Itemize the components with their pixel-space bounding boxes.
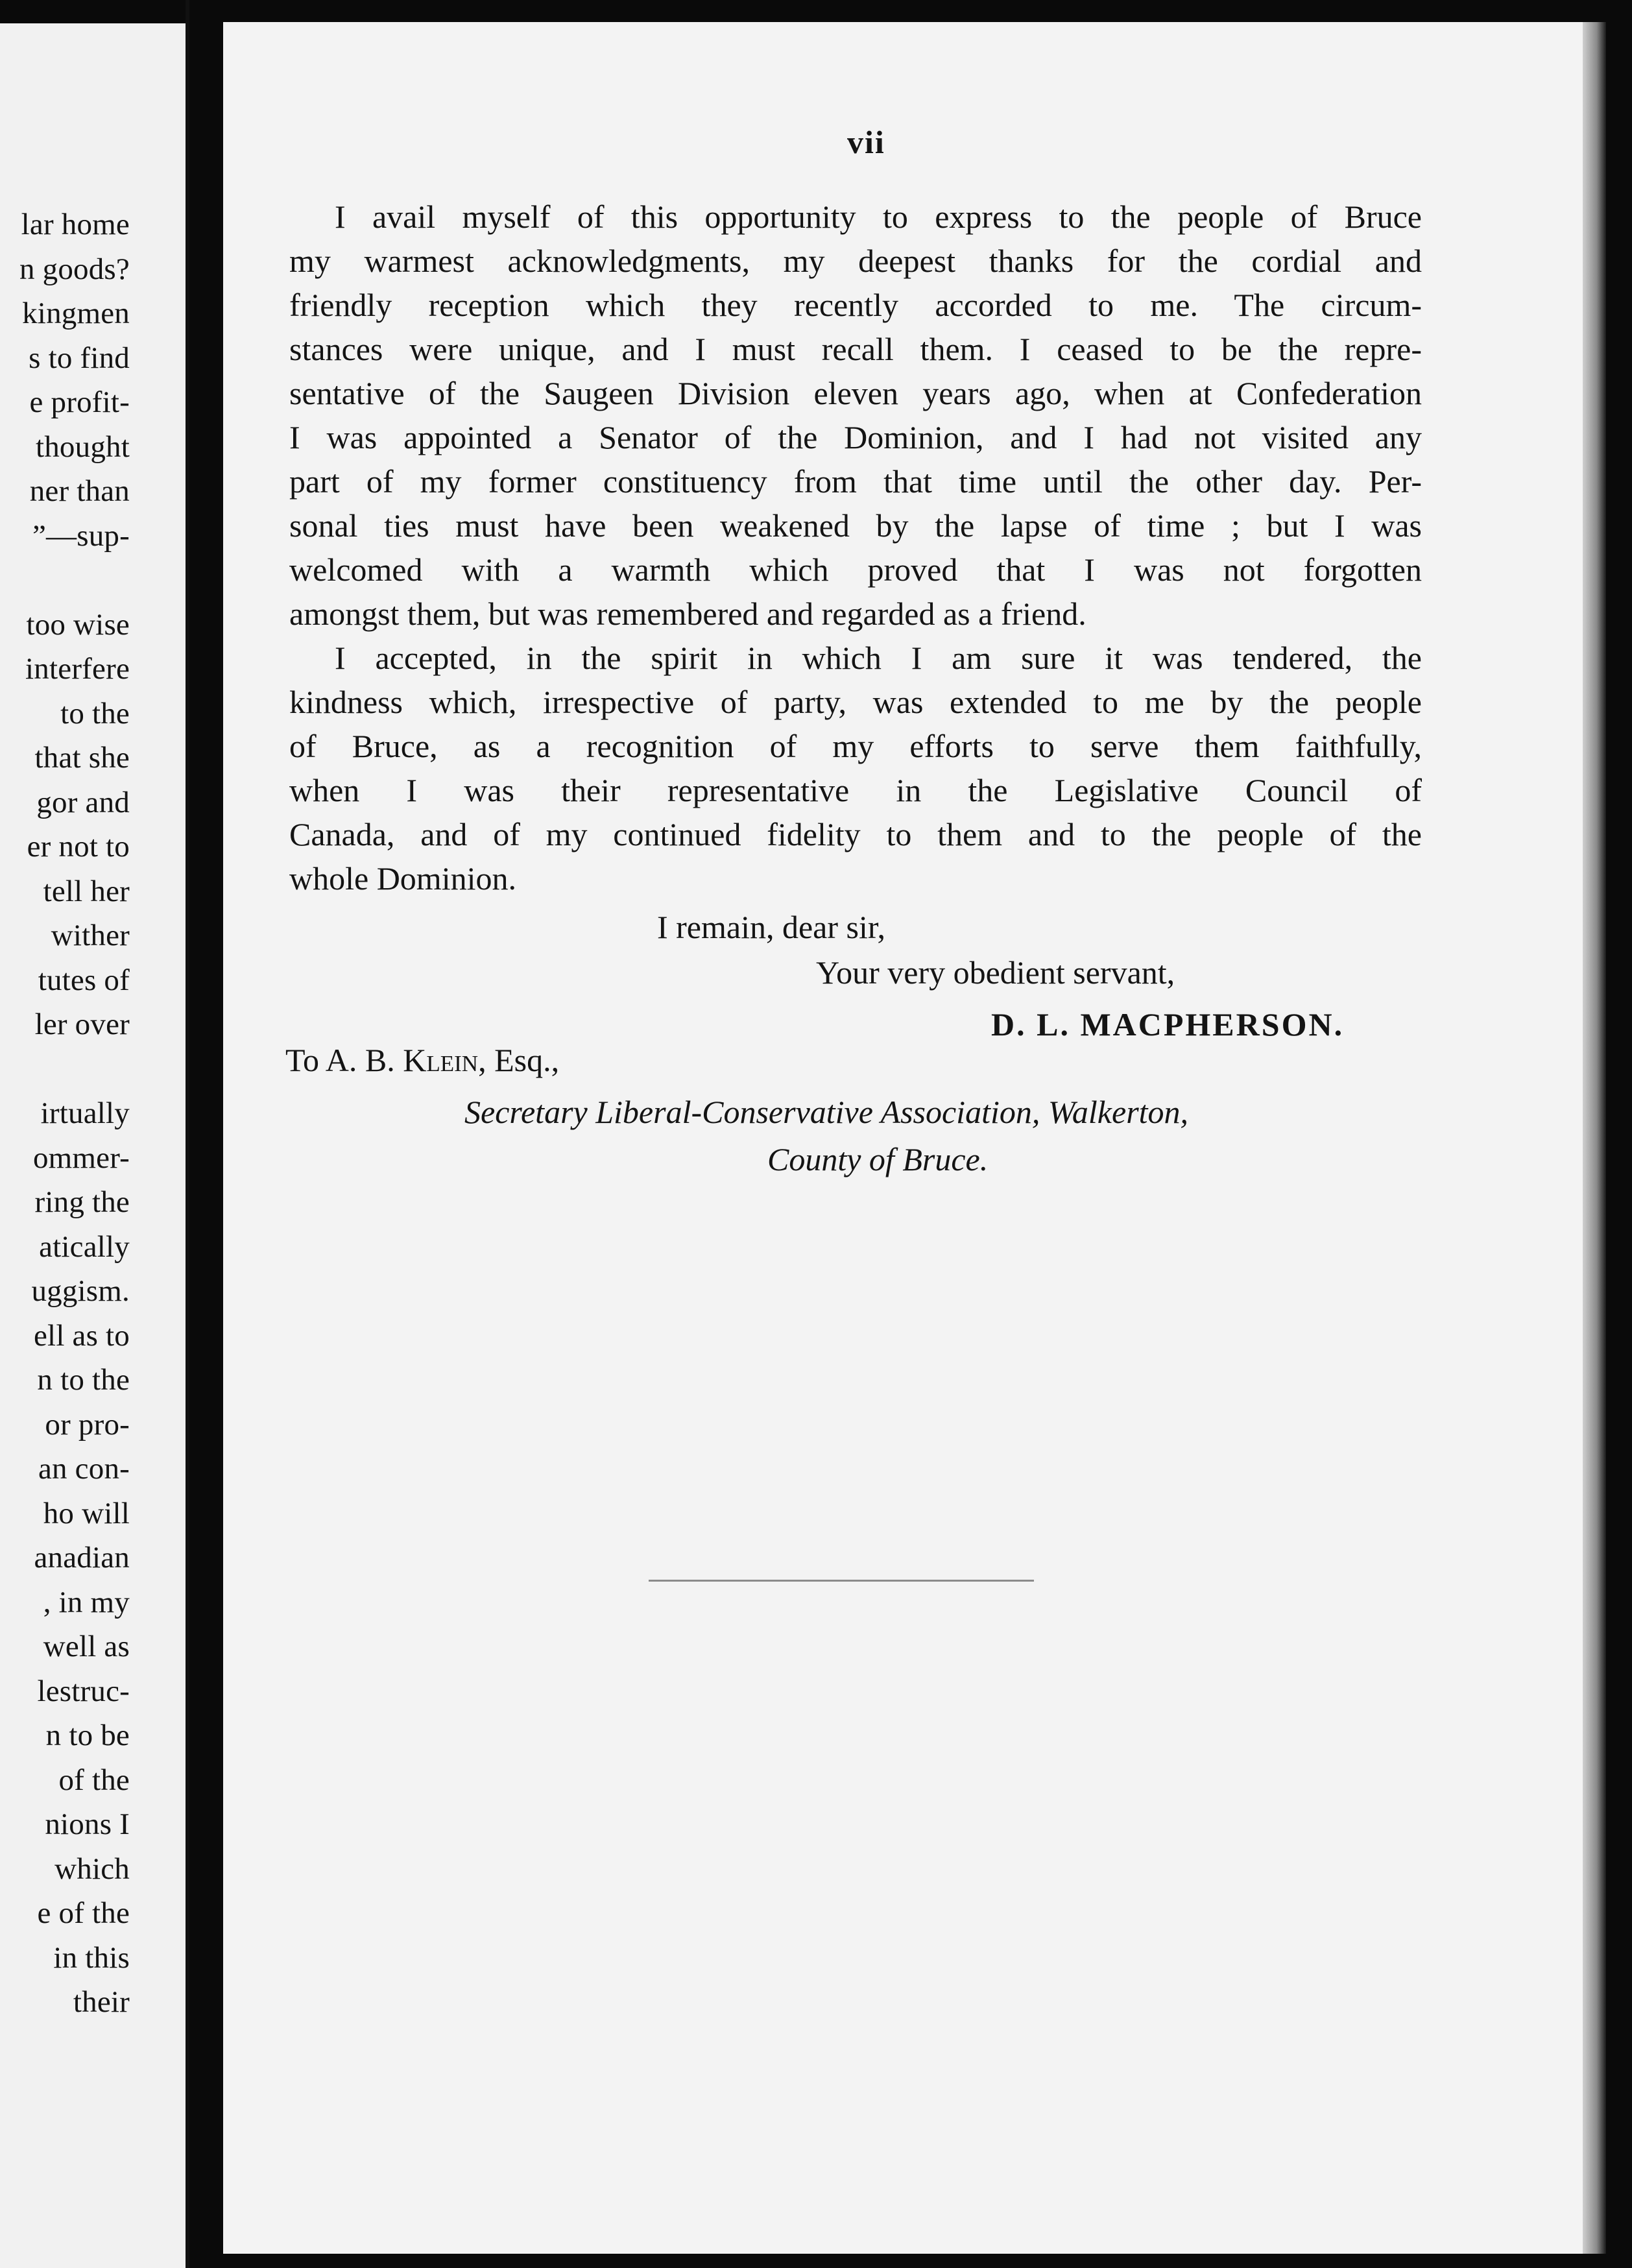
left-page-line: n to the: [37, 1363, 130, 1397]
paragraph2-line: kindness which, irrespective of party, was extended to me by the people: [289, 684, 1422, 720]
paragraph2-line: whole Dominion.: [289, 860, 516, 897]
section-rule: [649, 1580, 1034, 1582]
paragraph2-line: Canada, and of my continued fidelity to them and to the people of the: [289, 816, 1422, 852]
left-page-line: ell as to: [34, 1318, 130, 1353]
page-edge-shadow: [1583, 22, 1606, 2254]
addressee-title: Secretary Liberal-Conservative Association, Walkerton,: [464, 1094, 1189, 1130]
left-page-line: ring the: [34, 1185, 130, 1219]
left-page-line: n to be: [45, 1719, 130, 1752]
page-number: vii: [847, 124, 885, 160]
left-page-line: their: [73, 1985, 130, 2019]
left-page-line: that she: [34, 741, 130, 775]
left-page-line: ner than: [29, 474, 130, 508]
paragraph1-line: I was appointed a Senator of the Dominion, and I had not visited any: [289, 419, 1422, 455]
left-page-line: ler over: [34, 1007, 130, 1041]
left-page-line: anadian: [34, 1541, 130, 1574]
left-page-line: e profit-: [29, 385, 130, 419]
paragraph1-line: welcomed with a warmth which proved that I was not forgotten: [289, 551, 1422, 588]
signature: D. L. MACPHERSON.: [991, 1006, 1345, 1043]
paragraph1-line: part of my former constituency from that time until the other day. Per-: [289, 463, 1422, 500]
left-facing-page: [0, 0, 189, 2268]
left-page-line: , in my: [43, 1585, 130, 1619]
left-page-line: [19, 558, 130, 603]
left-page-line: s to find: [29, 341, 130, 375]
left-page-line: nions I: [45, 1807, 130, 1841]
left-page-line: kingmen: [22, 296, 130, 330]
addressee-prefix: To A. B.: [285, 1042, 395, 1078]
left-page-gutter: [186, 0, 189, 2268]
left-page-line: e of the: [37, 1896, 130, 1930]
left-page-line: uggism.: [31, 1274, 130, 1308]
left-page-line: n goods?: [19, 252, 130, 286]
addressee-county: County of Bruce.: [767, 1141, 989, 1177]
paragraph1-line: my warmest acknowledgments, my deepest thanks for the cordial and: [289, 243, 1422, 279]
left-page-line: wither: [51, 919, 130, 952]
addressee-name: [285, 1041, 559, 1079]
left-page-line: ommer-: [32, 1140, 130, 1175]
left-page-top-shadow: [0, 0, 189, 23]
paragraph1-line: I avail myself of this opportunity to express to the people of Bruce: [335, 199, 1422, 235]
left-page-line: ”—sup-: [32, 518, 130, 553]
left-page-line: well as: [43, 1630, 130, 1663]
left-page-line: gor and: [36, 785, 130, 819]
left-page-line: interfere: [25, 652, 130, 686]
left-page-line: in this: [53, 1940, 130, 1975]
addressee-surname: Klein: [403, 1042, 479, 1078]
closing-remain: I remain, dear sir,: [657, 909, 886, 945]
left-page-line: irtually: [40, 1096, 130, 1130]
left-page-line: to the: [60, 696, 130, 730]
left-page-line: tell her: [43, 874, 130, 908]
left-page-line: tutes of: [38, 963, 130, 997]
paragraph1-line: amongst them, but was remembered and regarded as a friend.: [289, 596, 1086, 632]
left-page-line: [19, 1047, 130, 1092]
left-page-line: or pro-: [45, 1407, 130, 1442]
left-page-line: too wise: [26, 607, 130, 642]
paragraph1-line: stances were unique, and I must recall them. I ceased to be the repre-: [289, 331, 1422, 367]
left-page-line: an con-: [38, 1452, 130, 1486]
left-page-line: thought: [35, 429, 130, 464]
left-page-line: which: [54, 1852, 130, 1886]
left-page-line: lar home: [21, 208, 130, 241]
letter-body: [289, 195, 1422, 900]
left-page-line: ho will: [43, 1496, 130, 1530]
paragraph1-line: friendly reception which they recently accorded to me. The circum-: [289, 287, 1422, 323]
left-page-line: er not to: [27, 830, 130, 863]
left-page-line: atically: [39, 1229, 130, 1264]
closing-servant: Your very obedient servant,: [816, 954, 1175, 991]
left-page-text: [19, 202, 130, 2025]
main-page-top-shadow: [223, 0, 1632, 22]
paragraph2-line: of Bruce, as a recognition of my efforts to serve them faithfully,: [289, 728, 1422, 764]
paragraph1-line: sentative of the Saugeen Division eleven years ago, when at Confederation: [289, 375, 1422, 411]
addressee-suffix: , Esq.,: [478, 1042, 560, 1078]
left-page-line: lestruc-: [37, 1674, 130, 1708]
paragraph1-line: sonal ties must have been weakened by the lapse of time ; but I was: [289, 507, 1422, 544]
paragraph2-line: when I was their representative in the Legislative Council of: [289, 772, 1422, 808]
left-page-line: of the: [58, 1763, 130, 1797]
paragraph2-line: I accepted, in the spirit in which I am sure it was tendered, the: [335, 640, 1422, 676]
